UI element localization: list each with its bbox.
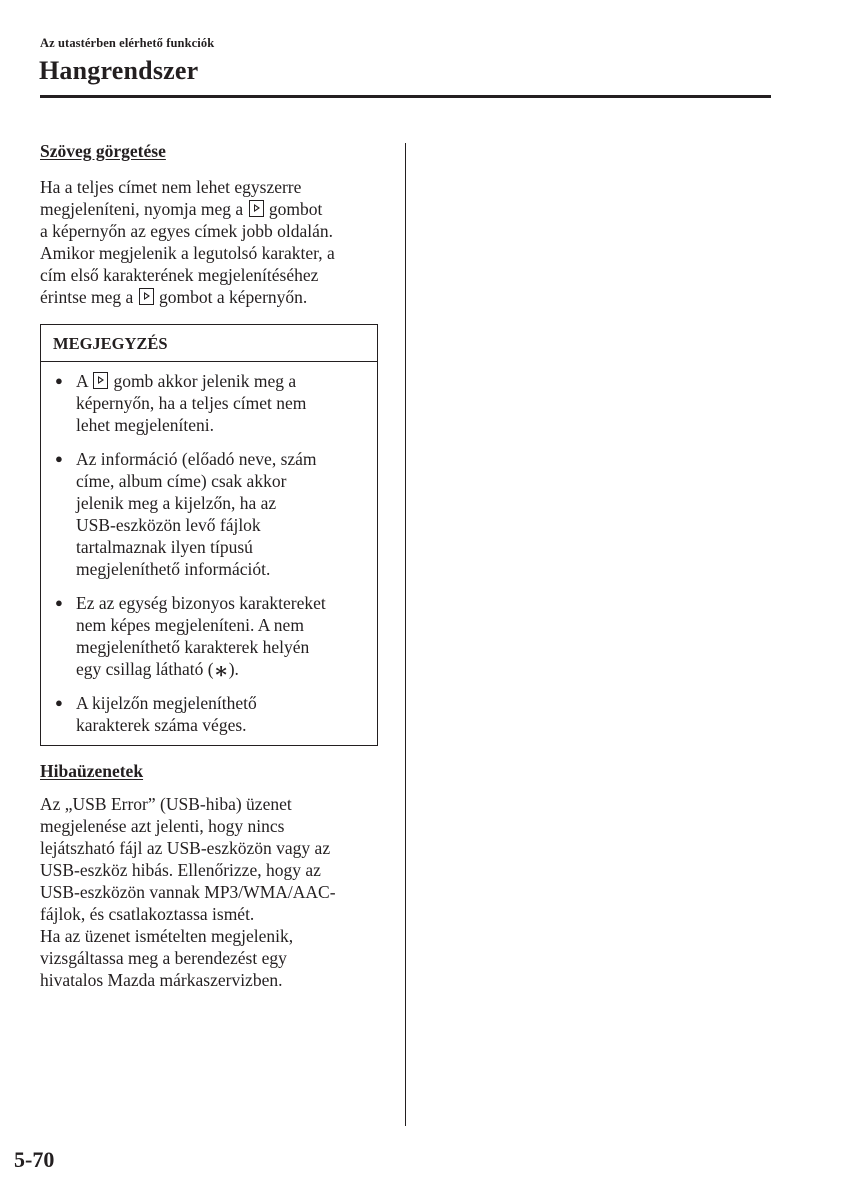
paragraph-line: Ha az üzenet ismételten megjelenik, [40, 926, 294, 946]
column-divider [405, 143, 406, 1126]
header-divider [40, 95, 771, 98]
note-box: MEGJEGYZÉS ● A gomb akkor jelenik meg a képernyőn, ha a teljes címet nem lehet megjeleníteni. ● Az információ (előadó neve, szám címe, album címe) csak akkor jelenik meg a kijelzőn, ha az USB-eszközön levő fájlok tartalmaznak ilyen típusú megjeleníthető információt. ● Ez az egység bizonyos karaktereket nem képes megjeleníteni. A nem megjeleníthető karakterek helyén egy csillag látható (∗). ● A kijelzőn megjeleníthető karakterek száma véges. [40, 324, 378, 746]
paragraph-line: lejátszható fájl az USB-eszközön vagy az [40, 838, 331, 858]
paragraph-line: Az „USB Error” (USB-hiba) üzenet [40, 794, 292, 814]
paragraph-line: cím első karakterének megjelenítéséhez [40, 265, 319, 285]
paragraph-line: hivatalos Mazda márkaszervizben. [40, 970, 283, 990]
play-button-icon [93, 372, 108, 389]
paragraph-line: fájlok, és csatlakoztassa ismét. [40, 904, 255, 924]
note-heading: MEGJEGYZÉS [41, 325, 377, 362]
scroll-section [40, 140, 385, 308]
play-button-icon [139, 288, 154, 305]
error-paragraph [40, 793, 385, 991]
bullet-icon: ● [55, 451, 63, 466]
paragraph-line: Amikor megjelenik a legutolsó karakter, a [40, 243, 335, 263]
bullet-icon: ● [55, 373, 63, 388]
paragraph-line: USB-eszközön vannak MP3/WMA/AAC- [40, 882, 336, 902]
paragraph-line: vizsgáltassa meg a berendezést egy [40, 948, 287, 968]
paragraph-line: Ha a teljes címet nem lehet egyszerre [40, 177, 302, 197]
page-number: 5-70 [14, 1147, 55, 1172]
bullet-icon: ● [55, 695, 63, 710]
paragraph-line: USB-eszköz hibás. Ellenőrizze, hogy az [40, 860, 321, 880]
scroll-paragraph [40, 176, 385, 308]
play-button-icon [249, 200, 264, 217]
bullet-icon: ● [55, 595, 63, 610]
paragraph-line: érintse meg a gombot a képernyőn. [40, 287, 308, 307]
paragraph-line: megjelenése azt jelenti, hogy nincs [40, 816, 285, 836]
asterisk-icon: ∗ [213, 658, 229, 683]
error-section [40, 760, 385, 991]
scroll-heading: Szöveg görgetése [40, 141, 166, 161]
section-label: Az utastérben elérhető funkciók [40, 36, 215, 50]
page-title: Hangrendszer [39, 56, 199, 85]
paragraph-line: megjeleníteni, nyomja meg a gombot [40, 199, 323, 219]
paragraph-line: a képernyőn az egyes címek jobb oldalán. [40, 221, 334, 241]
error-heading: Hibaüzenetek [40, 761, 144, 781]
